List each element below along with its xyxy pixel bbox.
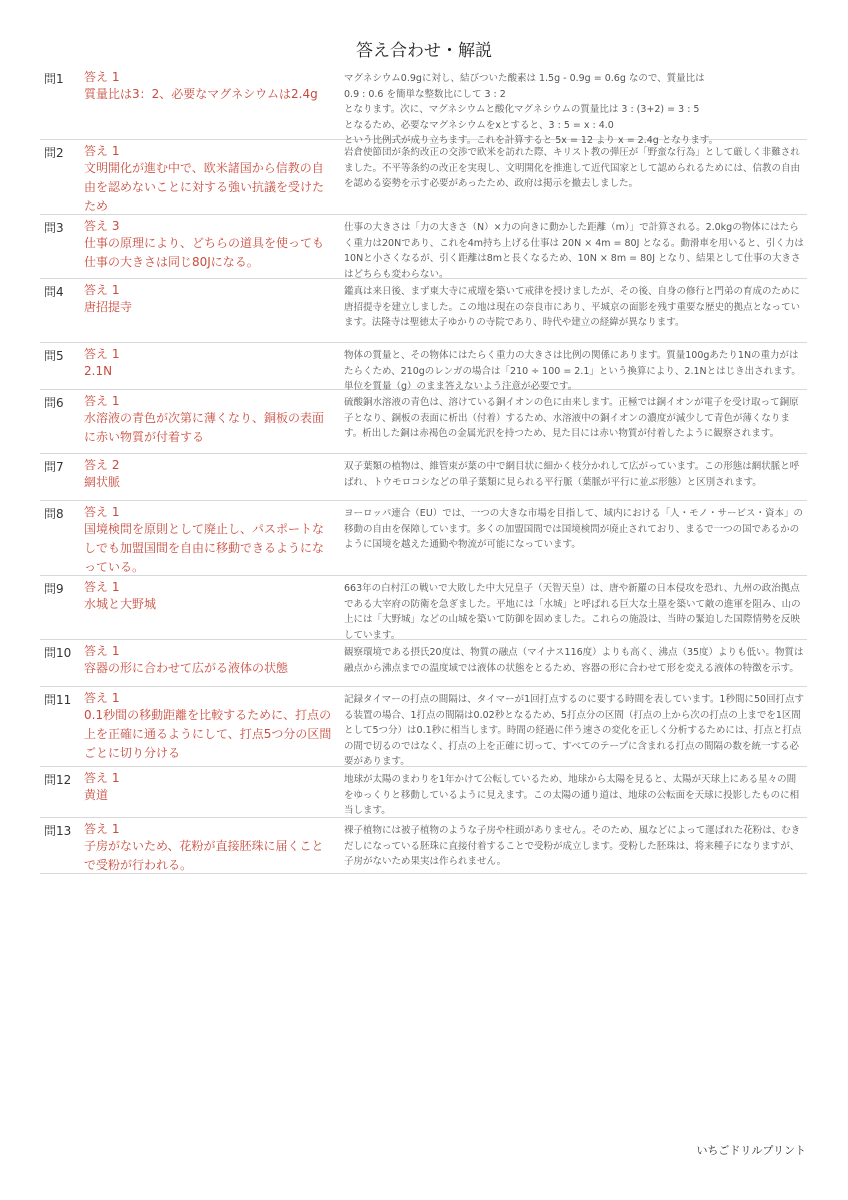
explanation-text: 663年の白村江の戦いで大敗した中大兄皇子（天智天皇）は、唐や新羅の日本侵攻を恐れ、九州の政治拠点である大宰府の防衛を急ぎました。平地には「水城」と呼ばれる巨大な土塁を築いて敵の進軍を阻み、山の上には「大野城」などの山城を築いて防御を固めました。これらの施設は、当時の緊迫した国際情勢を反映しています。 xyxy=(344,583,801,641)
question-number: 問6 xyxy=(44,396,64,410)
answer-choice: 答え 3 xyxy=(84,219,120,233)
explanation-text: 仕事の大きさは「力の大きさ（N）×力の向きに動かした距離（m）」で計算される。2.0kgの物体にはたらく重力は20Nであり、これを4m持ち上げる仕事は 20N × 4m = 80J となる。動滑車を用いると、引く力は10Nと小さくなるが、引く距離は8mと長くなるため、10N × 8m = 80J となり、結果として仕事の大きさはどちらも変わらない。 xyxy=(344,222,804,280)
explanation-text: 地球が太陽のまわりを1年かけて公転しているため、地球から太陽を見ると、太陽が天球上にある星々の間をゆっくりと移動しているように見えます。この太陽の通り道は、地球の公転面を天球に投影したものに相当します。 xyxy=(344,774,800,816)
answer-cell xyxy=(84,215,340,278)
answer-row-10 xyxy=(40,640,807,687)
explanation-text: 岩倉使節団が条約改正の交渉で欧米を訪れた際、キリスト教の弾圧が「野蛮な行為」として厳しく非難されました。不平等条約の改正を実現し、文明開化を推進して近代国家として認められるためには、信教の自由を認める姿勢を示す必要があったため、政府は掲示を撤去しました。 xyxy=(344,147,801,189)
question-number: 問7 xyxy=(44,460,64,474)
answer-cell xyxy=(84,576,340,639)
answer-row-1 xyxy=(40,66,807,146)
explanation-text: 硫酸銅水溶液の青色は、溶けている銅イオンの色に由来します。正極では銅イオンが電子を受け取って銅原子となり、銅板の表面に析出（付着）するため、水溶液中の銅イオンの濃度が減少して青色が薄くなります。析出した銅は赤褐色の金属光沢を持つため、見た目には赤い物質が付着したように観察されます。 xyxy=(344,397,799,439)
answer-choice: 答え 1 xyxy=(84,394,120,408)
answer-row-2 xyxy=(40,140,807,215)
answer-choice: 答え 1 xyxy=(84,771,120,785)
answer-cell xyxy=(84,687,340,766)
answer-cell xyxy=(84,279,340,342)
answer-choice: 答え 1 xyxy=(84,347,120,361)
answer-text: 質量比は3：2、必要なマグネシウムは2.4g xyxy=(84,87,318,101)
answer-cell xyxy=(84,454,340,500)
question-number: 問10 xyxy=(44,646,72,660)
question-number: 問2 xyxy=(44,146,64,160)
question-number: 問5 xyxy=(44,349,64,363)
question-number: 問12 xyxy=(44,773,72,787)
explanation-text: 双子葉類の植物は、維管束が葉の中で網目状に細かく枝分かれして広がっています。この形態は網状脈と呼ばれ、トウモロコシなどの単子葉類に見られる平行脈（葉脈が平行に並ぶ形態）と区別されます。 xyxy=(344,461,800,488)
answer-row-3 xyxy=(40,215,807,279)
answer-table xyxy=(40,66,807,874)
question-number: 問4 xyxy=(44,285,64,299)
answer-choice: 答え 1 xyxy=(84,144,120,158)
answer-choice: 答え 1 xyxy=(84,505,120,519)
answer-choice: 答え 1 xyxy=(84,691,120,705)
answer-choice: 答え 1 xyxy=(84,580,120,594)
answer-choice: 答え 1 xyxy=(84,822,120,836)
answer-cell xyxy=(84,140,340,214)
answer-row-9 xyxy=(40,576,807,640)
answer-row-13 xyxy=(40,818,807,874)
answer-cell xyxy=(84,343,340,389)
question-number: 問9 xyxy=(44,582,64,596)
answer-row-8 xyxy=(40,501,807,576)
answer-choice: 答え 1 xyxy=(84,283,120,297)
explanation-text: 観察環境である摂氏20度は、物質の融点（マイナス116度）よりも高く、沸点（35度）よりも低い。物質は融点から沸点までの温度域では液体の状態をとるため、容器の形に合わせて形を変える液体の特徴を示す。 xyxy=(344,647,804,674)
answer-cell xyxy=(84,640,340,686)
question-number: 問13 xyxy=(44,824,72,838)
answer-cell xyxy=(84,390,340,453)
explanation-text: 物体の質量と、その物体にはたらく重力の大きさは比例の関係にあります。質量100gあたり1Nの重力がはたらくため、210gのレンガの場合は「210 ÷ 100 = 2.1」という換算により、2.1Nとはじき出されます。単位を質量（g）のまま答えないよう注意が必要です。 xyxy=(344,350,801,392)
answer-choice: 答え 1 xyxy=(84,70,120,84)
question-number: 問3 xyxy=(44,221,64,235)
answer-cell xyxy=(84,66,340,139)
answer-text: 網状脈 xyxy=(84,475,121,489)
answer-text: 2.1N xyxy=(84,364,113,378)
question-number: 問11 xyxy=(44,693,72,707)
answer-text: 国境検問を原則として廃止し、パスポートなしでも加盟国間を自由に移動できるようになっている。 xyxy=(84,522,325,574)
question-number: 問1 xyxy=(44,72,64,86)
answer-cell xyxy=(84,501,340,575)
answer-choice: 答え 1 xyxy=(84,644,120,658)
answer-choice: 答え 2 xyxy=(84,458,120,472)
answer-row-7 xyxy=(40,454,807,501)
explanation-text: 鑑真は来日後、まず東大寺に戒壇を築いて戒律を授けましたが、その後、自身の修行と門弟の育成のために唐招提寺を建立しました。この地は現在の奈良市にあり、平城京の面影を残す重要な歴史的拠点となっています。法隆寺は聖徳太子ゆかりの寺院であり、時代や建立の経緯が異なります。 xyxy=(344,286,801,328)
question-number: 問8 xyxy=(44,507,64,521)
answer-text: 0.1秒間の移動距離を比較するために、打点の上を正確に通るようにして、打点5つ分の区間ごとに切り分ける xyxy=(84,708,332,760)
answer-text: 文明開化が進む中で、欧米諸国から信教の自由を認めないことに対する強い抗議を受けたため xyxy=(84,161,325,213)
answer-text: 唐招提寺 xyxy=(84,300,133,314)
answer-text: 黄道 xyxy=(84,788,109,802)
footer-brand: いちごドリルプリント xyxy=(696,1144,806,1157)
explanation-text: 記録タイマーの打点の間隔は、タイマーが1回打点するのに要する時間を表しています。1秒間に50回打点する装置の場合、1打点の間隔は0.02秒となるため、5打点分の区間（打点の上から次の打点の上までを1区間として5つ分）は0.1秒に相当します。時間の経過に伴う速さの変化を正しく分析するためには、打点と打点の間で切るのではなく、打点の上を正確に切って、すべてのテープに含まれる打点の間隔の数を統一する必要があります。 xyxy=(344,694,805,767)
answer-text: 水溶液の青色が次第に薄くなり、銅板の表面に赤い物質が付着する xyxy=(84,411,325,444)
answer-row-5 xyxy=(40,343,807,390)
explanation-text: 裸子植物には被子植物のような子房や柱頭がありません。そのため、風などによって運ばれた花粉は、むきだしになっている胚珠に直接付着することで受粉が成立します。受粉した胚珠は、将来種子になりますが、子房がないため果実は作られません。 xyxy=(344,825,801,867)
answer-text: 水城と大野城 xyxy=(84,597,157,611)
answer-row-11 xyxy=(40,687,807,767)
answer-text: 容器の形に合わせて広がる液体の状態 xyxy=(84,661,289,675)
answer-cell xyxy=(84,767,340,817)
answer-text: 子房がないため、花粉が直接胚珠に届くことで受粉が行われる。 xyxy=(84,839,324,872)
explanation-text: ヨーロッパ連合（EU）では、一つの大きな市場を目指して、域内における「人・モノ・サービス・資本」の移動の自由を保障しています。多くの加盟国間では国境検問が廃止されており、まるで一つの国であるかのように国境を越えた通勤や物流が可能になっています。 xyxy=(344,508,803,550)
explanation-text: マグネシウム0.9gに対し、結びついた酸素は 1.5g - 0.9g = 0.6g なので、質量比は 0.9 : 0.6 を簡単な整数比にして 3 : 2 となります。次に、マグネシウムと酸化マグネシウムの質量比は 3 : (3+2) = 3 : 5 となるため、必要なマグネシウムをxとすると、3 : 5 = x : 4.0 という比例式が成り立ちます。これを計算すると 5x = 12 より x = 2.4g となります。 xyxy=(344,73,719,146)
answer-row-4 xyxy=(40,279,807,343)
page-title: 答え合わせ・解説 xyxy=(356,41,492,61)
answer-row-6 xyxy=(40,390,807,454)
answer-text: 仕事の原理により、どちらの道具を使っても仕事の大きさは同じ80Jになる。 xyxy=(84,236,325,269)
answer-row-12 xyxy=(40,767,807,818)
answer-cell xyxy=(84,818,340,873)
